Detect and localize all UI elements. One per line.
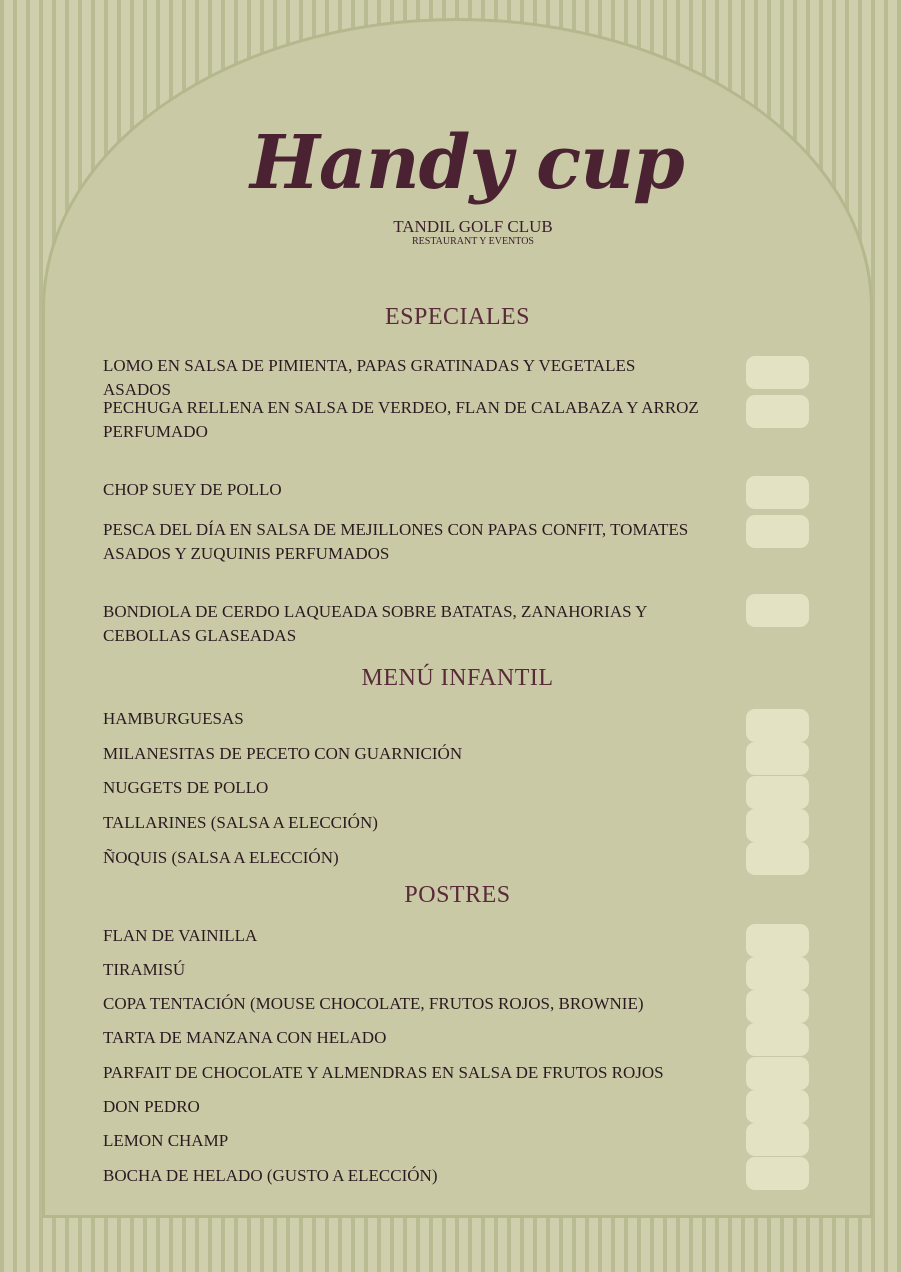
- price-box: [746, 776, 809, 809]
- menu-item: ÑOQUIS (SALSA A ELECCIÓN): [103, 848, 339, 867]
- menu-item: PESCA DEL DÍA EN SALSA DE MEJILLONES CON PAPAS CONFIT, TOMATES ASADOS Y ZUQUINIS PERFUMADOS: [103, 520, 689, 563]
- section-title-postres: POSTRES: [404, 882, 511, 908]
- price-box: [746, 809, 809, 842]
- logo: [250, 120, 684, 260]
- menu-item: CHOP SUEY DE POLLO: [103, 480, 282, 499]
- tagline: RESTAURANT Y EVENTOS: [412, 236, 534, 247]
- menu-item: TARTA DE MANZANA CON HELADO: [103, 1028, 387, 1047]
- menu-item: DON PEDRO: [103, 1097, 200, 1116]
- menu-item: TALLARINES (SALSA A ELECCIÓN): [103, 813, 378, 832]
- price-box: [746, 709, 809, 742]
- menu-item: HAMBURGUESAS: [103, 709, 244, 728]
- menu-item: PECHUGA RELLENA EN SALSA DE VERDEO, FLAN DE CALABAZA Y ARROZ PERFUMADO: [103, 398, 699, 441]
- menu-item: BONDIOLA DE CERDO LAQUEADA SOBRE BATATAS, ZANAHORIAS Y CEBOLLAS GLASEADAS: [103, 602, 647, 645]
- menu-item: LOMO EN SALSA DE PIMIENTA, PAPAS GRATINADAS Y VEGETALES ASADOS: [103, 356, 636, 399]
- price-box: [746, 594, 809, 627]
- section-title-menu-infantil: MENÚ INFANTIL: [361, 665, 554, 691]
- price-box: [746, 515, 809, 548]
- price-box: [746, 842, 809, 875]
- menu-item: MILANESITAS DE PECETO CON GUARNICIÓN: [103, 744, 463, 763]
- price-box: [746, 924, 809, 957]
- logo-subtitle: [388, 218, 558, 248]
- club-name: TANDIL GOLF CLUB: [393, 217, 553, 236]
- menu-item: TIRAMISÚ: [103, 960, 186, 979]
- menu-item: COPA TENTACIÓN (MOUSE CHOCOLATE, FRUTOS ROJOS, BROWNIE): [103, 994, 644, 1013]
- price-box: [746, 356, 809, 389]
- price-box: [746, 476, 809, 509]
- price-box: [746, 990, 809, 1023]
- price-box: [746, 1057, 809, 1090]
- section-title-especiales: ESPECIALES: [384, 304, 530, 330]
- menu-item: FLAN DE VAINILLA: [103, 926, 258, 945]
- price-box: [746, 957, 809, 990]
- logo-script-text: Handy cup: [250, 120, 684, 206]
- price-box: [746, 1123, 809, 1156]
- price-box: [746, 1090, 809, 1123]
- price-box: [746, 742, 809, 775]
- menu-item: NUGGETS DE POLLO: [103, 778, 269, 797]
- price-box: [746, 1023, 809, 1056]
- menu-item: BOCHA DE HELADO (GUSTO A ELECCIÓN): [103, 1166, 438, 1185]
- menu-item: PARFAIT DE CHOCOLATE Y ALMENDRAS EN SALSA DE FRUTOS ROJOS: [103, 1063, 664, 1082]
- price-box: [746, 395, 809, 428]
- menu-item: LEMON CHAMP: [103, 1131, 229, 1150]
- price-box: [746, 1157, 809, 1190]
